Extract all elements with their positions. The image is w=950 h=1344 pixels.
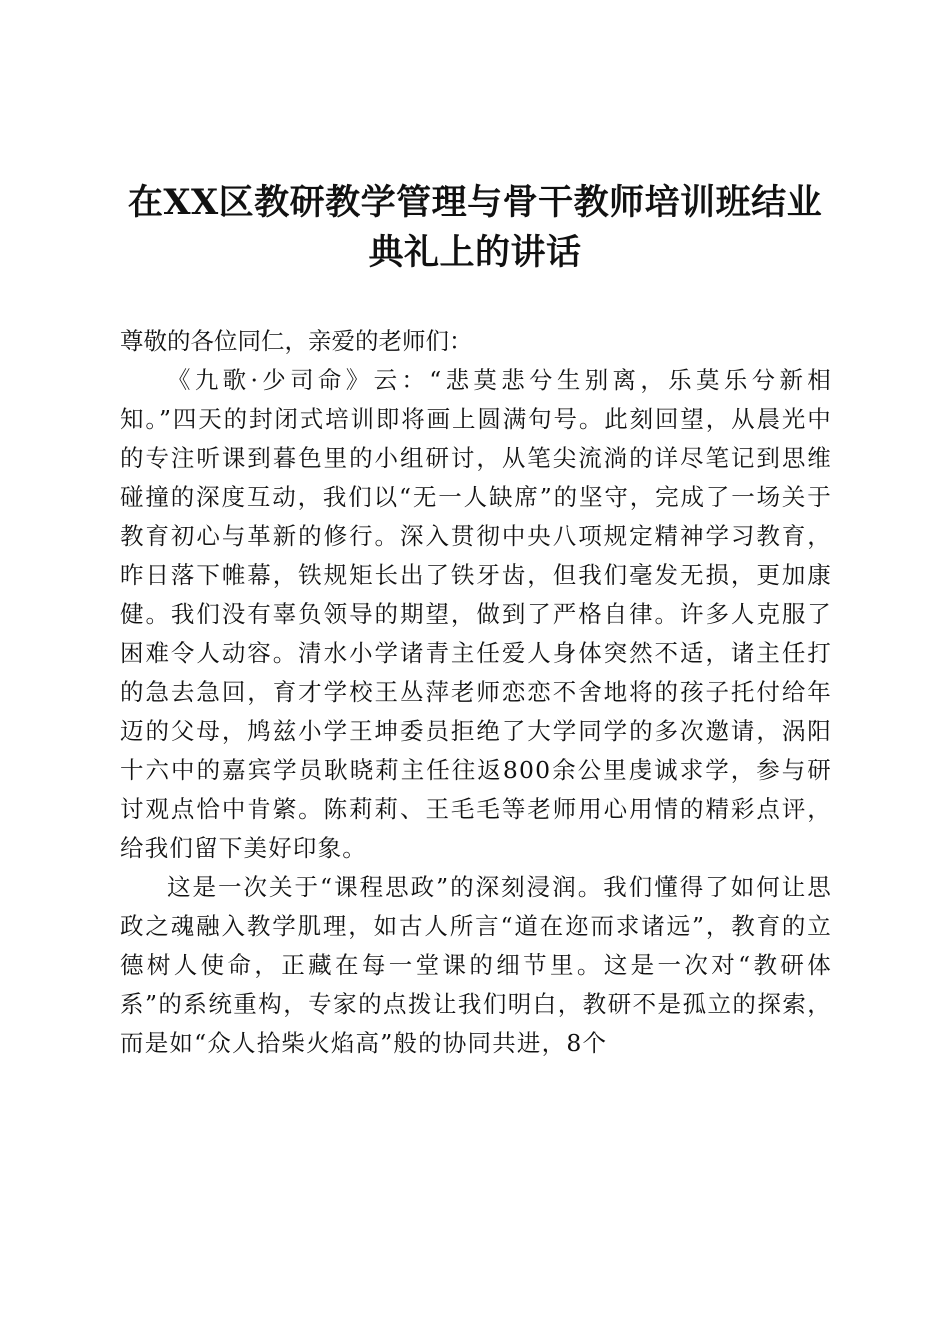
paragraph-1: 《九歌·少司命》云：“悲莫悲兮生别离，乐莫乐兮新相知。”四天的封闭式培训即将画上圆满句号。此刻回望，从晨光中的专注听课到暮色里的小组研讨，从笔尖流淌的详尽笔记到思维碰撞的深度互动，我们以“无一人缺席”的坚守，完成了一场关于教育初心与革新的修行。深入贯彻中央八项规定精神学习教育，昨日落下帷幕，铁规矩长出了铁牙齿，但我们毫发无损，更加康健。我们没有辜负领导的期望，做到了严格自律。许多人克服了困难令人动容。清水小学诸青主任爱人身体突然不适，诸主任打的急去急回，育才学校王丛萍老师恋恋不舍地将的孩子托付给年迈的父母，鸠兹小学王坤委员拒绝了大学同学的多次邀请，涡阳十六中的嘉宾学员耿晓莉主任往返800余公里虔诚求学，参与研讨观点恰中肯綮。陈莉莉、王毛毛等老师用心用情的精彩点评，给我们留下美好印象。	[120, 366, 832, 862]
title-line-1: 在XX区教研教学管理与骨干教师培训班结业	[127, 182, 823, 223]
document-title	[118, 178, 832, 278]
salutation: 尊敬的各位同仁，亲爱的老师们：	[120, 327, 473, 355]
document-body	[120, 322, 832, 1063]
title-line-2: 典礼上的讲话	[368, 232, 582, 273]
paragraph-2: 这是一次关于“课程思政”的深刻浸润。我们懂得了如何让思政之魂融入教学肌理，如古人所言“道在迩而求诸远”，教育的立德树人使命，正藏在每一堂课的细节里。这是一次对“教研体系”的系统重构，专家的点拨让我们明白，教研不是孤立的探索，而是如“众人拾柴火焰高”般的协同共进，8个	[120, 873, 832, 1057]
